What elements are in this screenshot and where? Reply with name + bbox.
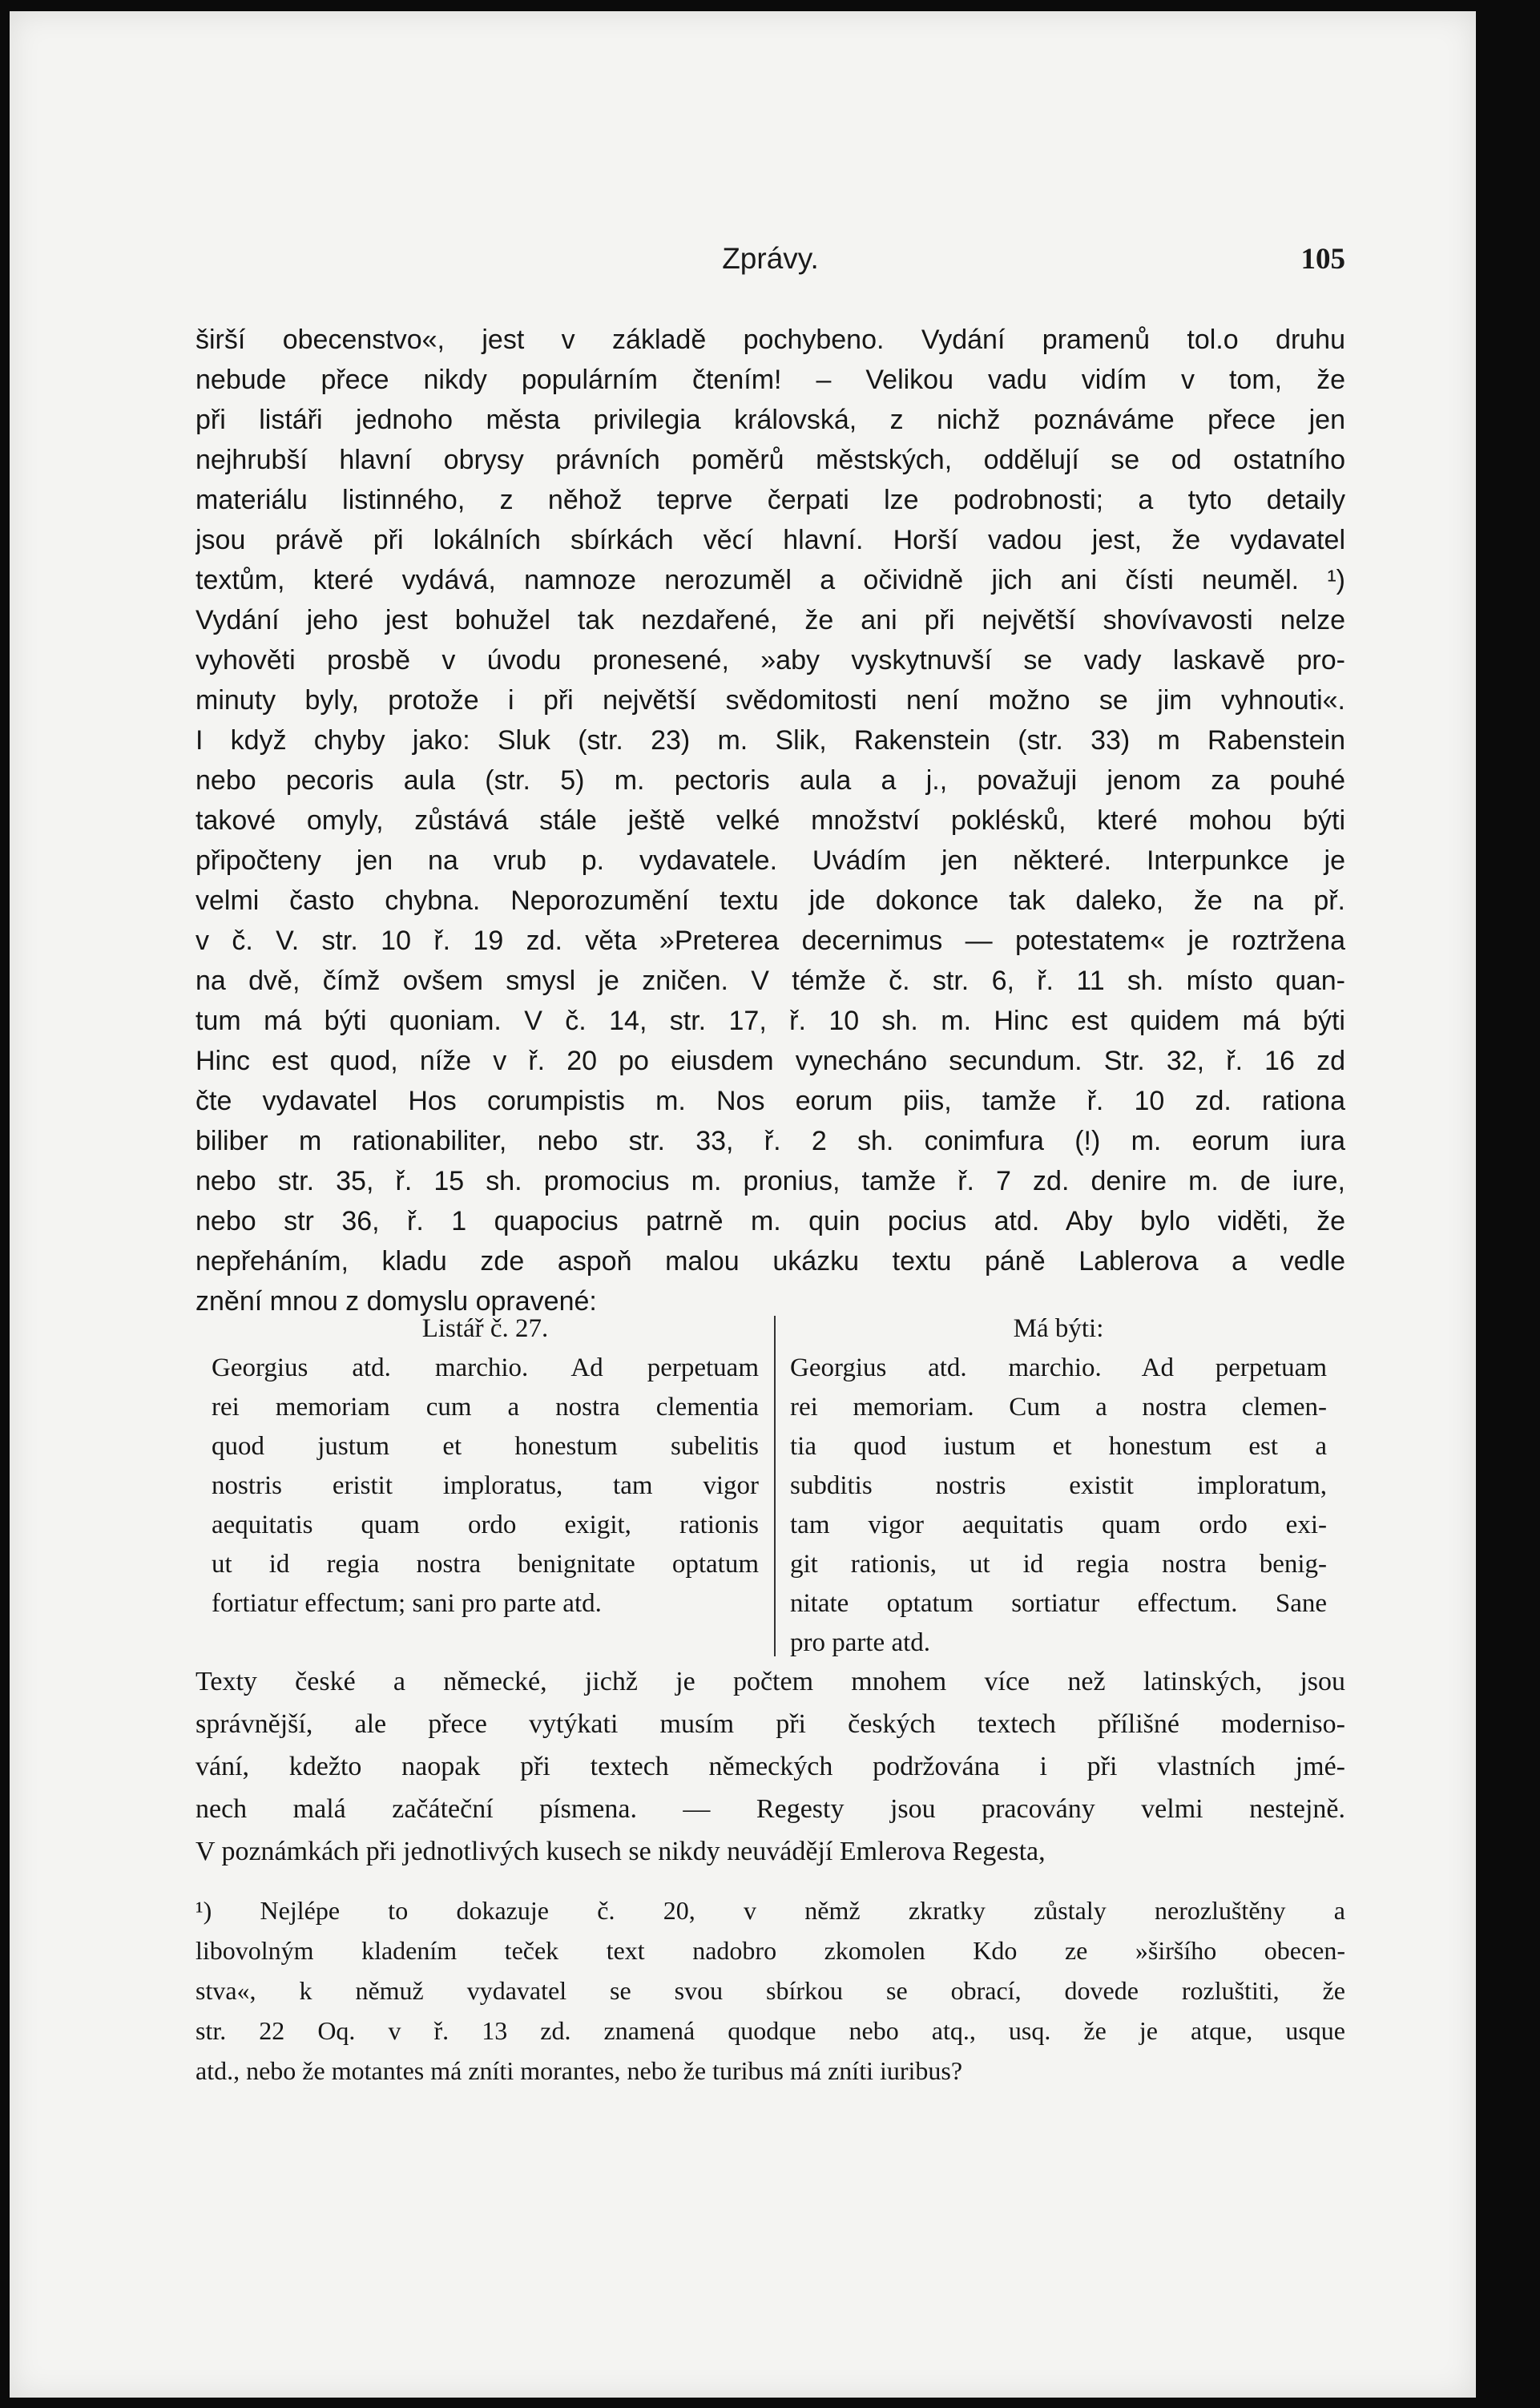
original-text-line: quod justum et honestum subelitis [212, 1432, 759, 1461]
body-line: při listáři jednoho města privilegia královská, z nichž poznáváme přece jen [196, 405, 1345, 435]
body-line: materiálu listinného, z něhož teprve čerpati lze podrobnosti; a tyto detaily [196, 485, 1345, 515]
body-line: takové omyly, zůstává stále ještě velké množství poklésků, které mohou býti [196, 805, 1345, 836]
body-line: velmi často chybna. Neporozumění textu jde dokonce tak daleko, že na př. [196, 885, 1345, 916]
body-line: Vydání jeho jest bohužel tak nezdařené, že ani při největší shovívavosti nelze [196, 605, 1345, 635]
corrected-text-line: git rationis, ut id regia nostra benig- [790, 1550, 1327, 1579]
footnote-line: stva«, k němuž vydavatel se svou sbírkou se obrací, dovede rozluštiti, že [196, 1976, 1345, 2005]
body-line: na dvě, čímž ovšem smysl je zničen. V témže č. str. 6, ř. 11 sh. místo quan- [196, 966, 1345, 996]
corrected-text-line: tam vigor aequitatis quam ordo exi- [790, 1511, 1327, 1539]
corrected-text-line: pro parte atd. [790, 1628, 931, 1657]
continuation-line: správnější, ale přece vytýkati musím při českých textech přílišné moderniso- [196, 1709, 1345, 1739]
body-line: jsou právě při lokálních sbírkách věcí hlavní. Horší vadou jest, že vydavatel [196, 525, 1345, 555]
continuation-line: nech malá začáteční písmena. — Regesty jsou pracovány velmi nestejně. [196, 1794, 1345, 1824]
original-column-heading: Listář č. 27. [421, 1314, 549, 1343]
body-line: znění mnou z domyslu opravené: [196, 1286, 597, 1317]
page-number: 105 [1300, 243, 1345, 276]
body-line: nejhrubší hlavní obrysy právních poměrů městských, oddělují se od ostatního [196, 445, 1345, 475]
footnote-line: libovolným kladením teček text nadobro zkomolen Kdo ze »širšího obecen- [196, 1936, 1345, 1965]
footnote-line: atd., nebo že motantes má zníti morantes, nebo že turibus má zníti iuribus? [196, 2056, 963, 2085]
body-line: nebo pecoris aula (str. 5) m. pectoris aula a j., považuji jenom za pouhé [196, 765, 1345, 796]
body-line: čte vydavatel Hos corumpistis m. Nos eorum piis, tamže ř. 10 zd. rationa [196, 1086, 1345, 1116]
body-line: tum má býti quoniam. V č. 14, str. 17, ř. 10 sh. m. Hinc est quidem má býti [196, 1006, 1345, 1036]
column-divider [774, 1316, 776, 1656]
text-comparison [196, 1309, 1345, 1662]
body-line: biliber m rationabiliter, nebo str. 33, ř. 2 sh. conimfura (!) m. eorum iura [196, 1126, 1345, 1156]
continuation-line: vání, kdežto naopak při textech německých podržována i při vlastních jmé- [196, 1752, 1345, 1781]
footnote [196, 1890, 1345, 2091]
body-line: širší obecenstvo«, jest v základě pochybeno. Vydání pramenů tol.o druhu [196, 325, 1345, 355]
body-text [196, 320, 1345, 1321]
original-text-column [212, 1309, 759, 1623]
corrected-text-column [790, 1309, 1327, 1663]
body-line: minuty byly, protože i při největší svědomitosti není možno se jim vyhnouti«. [196, 685, 1345, 716]
continuation-line: V poznámkách při jednotlivých kusech se nikdy neuvádějí Emlerova Regesta, [196, 1837, 1046, 1866]
body-line: I když chyby jako: Sluk (str. 23) m. Slik, Rakenstein (str. 33) m Rabenstein [196, 725, 1345, 756]
body-line: připočteny jen na vrub p. vydavatele. Uvádím jen některé. Interpunkce je [196, 845, 1345, 876]
running-head [196, 242, 1345, 290]
corrected-text-line: Georgius atd. marchio. Ad perpetuam [790, 1353, 1327, 1382]
original-text-line: fortiatur effectum; sani pro parte atd. [212, 1589, 602, 1618]
original-text-line: nostris eristit imploratus, tam vigor [212, 1471, 759, 1500]
body-line: textům, které vydává, namnoze nerozuměl a očividně jich ani čísti neuměl. ¹) [196, 565, 1345, 595]
book-page [10, 11, 1476, 2398]
body-line: vyhověti prosbě v úvodu pronesené, »aby vyskytnuvší se vady laskavě pro- [196, 645, 1345, 676]
continuation-line: Texty české a německé, jichž je počtem mnohem více než latinských, jsou [196, 1667, 1345, 1696]
corrected-text-line: subditis nostris existit imploratum, [790, 1471, 1327, 1500]
body-line: nebude přece nikdy populárním čtením! – Velikou vadu vidím v tom, že [196, 365, 1345, 395]
body-line: v č. V. str. 10 ř. 19 zd. věta »Preterea decernimus — potestatem« je roztržena [196, 926, 1345, 956]
body-line: nebo str 36, ř. 1 quapocius patrně m. quin pocius atd. Aby bylo viděti, že [196, 1206, 1345, 1236]
body-line: Hinc est quod, níže v ř. 20 po eiusdem vynecháno secundum. Str. 32, ř. 16 zd [196, 1046, 1345, 1076]
corrected-column-heading: Má býti: [1013, 1314, 1104, 1343]
page-title: Zprávy. [722, 242, 819, 275]
footnote-line: ¹) Nejlépe to dokazuje č. 20, v němž zkratky zůstaly nerozluštěny a [196, 1896, 1345, 1925]
original-text-line: ut id regia nostra benignitate optatum [212, 1550, 759, 1579]
corrected-text-line: nitate optatum sortiatur effectum. Sane [790, 1589, 1327, 1618]
corrected-text-line: rei memoriam. Cum a nostra clemen- [790, 1393, 1327, 1422]
original-text-line: aequitatis quam ordo exigit, rationis [212, 1511, 759, 1539]
body-line: nepřeháním, kladu zde aspoň malou ukázku textu páně Lablerova a vedle [196, 1246, 1345, 1277]
continuation-text [196, 1660, 1345, 1873]
corrected-text-line: tia quod iustum et honestum est a [790, 1432, 1327, 1461]
body-line: nebo str. 35, ř. 15 sh. promocius m. pronius, tamže ř. 7 zd. denire m. de iure, [196, 1166, 1345, 1196]
original-text-line: Georgius atd. marchio. Ad perpetuam [212, 1353, 759, 1382]
footnote-line: str. 22 Oq. v ř. 13 zd. znamená quodque nebo atq., usq. že je atque, usque [196, 2016, 1345, 2045]
original-text-line: rei memoriam cum a nostra clementia [212, 1393, 759, 1422]
